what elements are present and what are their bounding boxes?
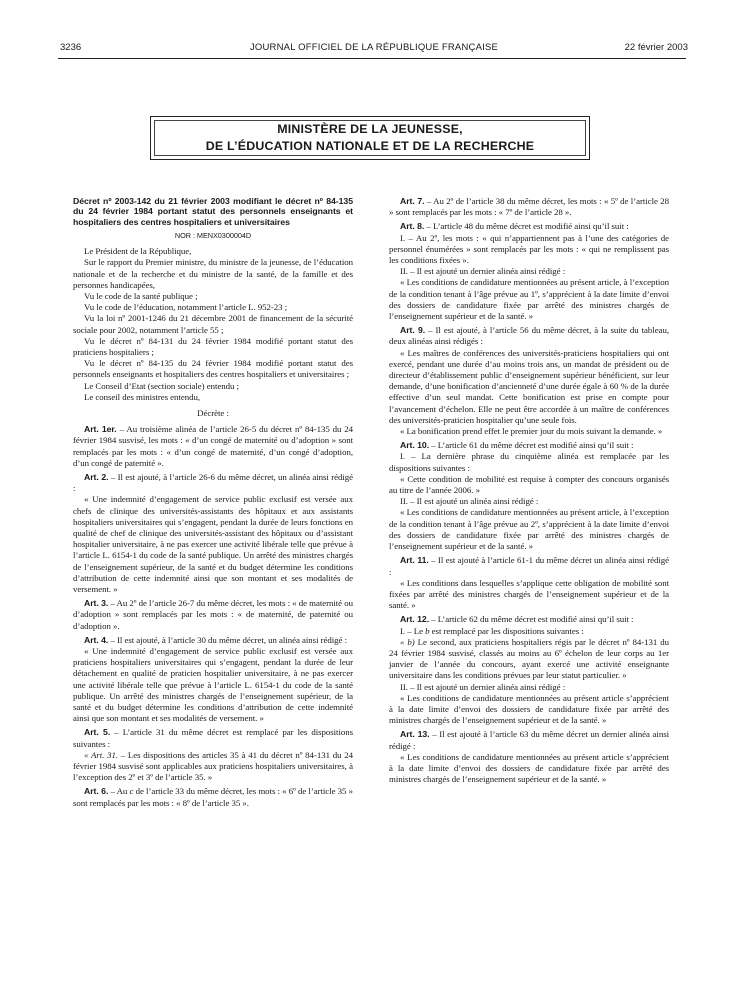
preamble-line: Vu le décret nº 84-131 du 24 février 1984 modifié portant statut des praticiens hospitaliers ; [73,335,353,357]
journal-title: JOURNAL OFFICIEL DE LA RÉPUBLIQUE FRANÇAISE [249,42,499,53]
article-label: Art. 6. [84,786,109,797]
article-quote: « Les conditions de candidature mentionnées au présent article s’apprécient à la date limite d’envoi des dossiers de candidature fixée par arrêté des ministres chargés de l’enseignement supérieur et de la santé. » [389,751,669,785]
preamble-line: Le Président de la République, [84,246,192,257]
article-label: Art. 4. [84,634,109,645]
ministry-line-1: MINISTÈRE DE LA JEUNESSE, [277,122,463,136]
article-1: Art. 1er. – Au troisième alinéa de l’article 26-5 du décret nº 84-135 du 24 février 1984 susvisé, les mots : « d’un congé de maternité ou d’adoption » sont remplacés par les mots : « d’un congé de maternité, d’un congé d’adoption, d’un congé de paternité ». [73,424,353,468]
preamble-line: Vu la loi nº 2001-1246 du 21 décembre 2001 de financement de la sécurité sociale pour 2002, notamment l’article 55 ; [73,313,353,335]
article-11: Art. 11. – Il est ajouté à l’article 61-1 du même décret un alinéa ainsi rédigé : [389,555,669,577]
article-5: Art. 5. – L’article 31 du même décret est remplacé par les dispositions suivantes : [73,727,353,749]
nor-reference: NOR : MENX0300004D [174,230,252,240]
issue-date: 22 février 2003 [624,42,688,53]
article-quote: « b) Le second, aux praticiens hospitaliers régis par le décret nº 84-131 du 24 février 1984 susvisé, classés au moins au 6º échelon de leur corps au 1er janvier de l’année du concours, ayant exercé une activité enseignante universitaire dans les conditions prévues par leur statut particulier. » [389,636,669,681]
article-label: Art. 8. [400,221,425,232]
article-4: Art. 4. – Il est ajouté, à l’article 30 du même décret, un alinéa ainsi rédigé : [84,634,348,645]
article-quote: « Cette condition de mobilité est requise à compter des concours organisés au titre de l’année 2006. » [389,473,669,496]
article-label: Art. 3. [84,598,109,609]
article-quote: « La bonification prend effet le premier jour du mois suivant la demande. » [400,426,663,437]
article-label: Art. 1er. [84,424,117,435]
article-quote: « Les conditions de candidature mentionnées au présent article s’apprécient à la date limite d’envoi des dossiers de candidature fixée par arrêté des ministres chargés de l’enseignement supérieur et de la santé. » [389,692,669,726]
article-12: Art. 12. – L’article 62 du même décret est modifié ainsi qu’il suit : [400,614,634,625]
article-2: Art. 2. – Il est ajouté, à l’article 26-6 du même décret, un alinéa ainsi rédigé : [73,471,353,494]
running-header [60,42,688,56]
preamble-line: Vu le code de l’éducation, notamment l’article L. 952-23 ; [84,302,288,313]
article-label: Art. 10. [400,440,430,451]
preamble-line: Vu le code de la santé publique ; [84,290,198,301]
article-label: Art. 7. [400,196,425,206]
article-6: Art. 6. – Au c de l’article 33 du même décret, les mots : « 6º de l’article 35 » sont remplacés par les mots : « 8º de l’article 35 ». [73,786,353,808]
article-9: Art. 9. – Il est ajouté, à l’article 56 du même décret, à la suite du tableau, deux alinéas ainsi rédigés : [389,325,669,347]
article-paragraph: II. – Il est ajouté un alinéa ainsi rédigé : [400,496,539,507]
article-quote: « Les conditions dans lesquelles s’applique cette obligation de mobilité sont fixées par arrêté des ministres chargés de l’enseignement supérieur et de la santé. » [389,577,669,611]
article-quote: « Une indemnité d’engagement de service public exclusif est versée aux chefs de clinique des universités-assistants des hôpitaux et aux assistants hospitaliers universitaires qui s’engagent, pendant la durée de leurs fonctions en qualité de chef de clinique des universités-assistant des hôpitaux ou d’assistant hospitalier universitaire, à ne pas exercer une activité libérale telle que prévue à l’article L. 6154-1 du code de la santé publique. Un arrêté des ministres chargés de l’enseignement supérieur, de la santé et du budget détermine les conditions d’attribution de cette indemnité ainsi que son montant et ses modalités de versement. » [73,494,353,594]
article-13: Art. 13. – Il est ajouté à l’article 63 du même décret un dernier alinéa ainsi rédigé : [389,729,669,751]
decrete-heading: Décrète : [197,407,229,418]
preamble-line: Vu le décret nº 84-135 du 24 février 1984 modifié portant statut des personnels enseignants et hospitaliers des centres hospitaliers et universitaires ; [73,358,353,380]
right-column [389,196,669,785]
preamble-line: Le Conseil d’Etat (section sociale) entendu ; [84,380,239,391]
preamble-line: Le conseil des ministres entendu, [84,391,200,402]
article-3: Art. 3. – Au 2º de l’article 26-7 du même décret, les mots : « de maternité ou d’adoption » sont remplacés par les mots : « de maternité, de paternité ou d’adoption ». [73,598,353,631]
article-paragraph: I. – La dernière phrase du cinquième alinéa est remplacée par les dispositions suivantes : [389,451,669,473]
article-paragraph: II. – Il est ajouté un dernier alinéa ainsi rédigé : [400,681,566,692]
article-10: Art. 10. – L’article 61 du même décret est modifié ainsi qu’il suit : [400,440,634,451]
article-paragraph: I. – Au 2º, les mots : « qui n’appartiennent pas à l’une des catégories de personnel énumérées » sont remplacés par les mots : « qui ne remplissent pas les conditions fixées ». [389,232,669,266]
ministry-line-2: DE L’ÉDUCATION NATIONALE ET DE LA RECHERCHE [205,139,535,153]
article-8: Art. 8. – L’article 48 du même décret est modifié ainsi qu’il suit : [400,221,629,232]
article-label: Art. 2. [84,471,109,482]
article-label: Art. 13. [400,729,430,740]
page-number: 3236 [60,42,82,53]
article-paragraph: I. – Le b est remplacé par les dispositions suivantes : [400,625,584,636]
article-label: Art. 12. [400,614,430,625]
article-label: Art. 11. [400,555,429,566]
article-label: Art. 5. [84,727,111,738]
article-paragraph: II. – Il est ajouté un dernier alinéa ainsi rédigé : [400,266,566,277]
article-quote: « Une indemnité d’engagement de service public exclusif est versée aux praticiens hospitaliers universitaires qui s’engagent, pendant la durée de leur détachement en qualité de praticien hospitalier universitaire, à ne pas exercer une activité libérale telle que prévue à l’article L. 6154-1 du code de la santé publique. Un arrêté des ministres chargés de l’enseignement supérieur, de la santé et du budget détermine les conditions d’attribution de cette indemnité ainsi que son montant et ses modalités de versement. » [73,646,353,724]
decree-title: Décret nº 2003-142 du 21 février 2003 modifiant le décret nº 84-135 du 24 février 1984 portant statut des personnels enseignants et hospitaliers des centres hospitaliers et universitaires [73,196,353,227]
article-label: Art. 9. [400,325,426,336]
article-quote: « Les conditions de candidature mentionnées au présent article, à l’exception de la condition tenant à l’âge prévue au 1º, s’apprécient à la date limite d’envoi des dossiers de candidature fixée par arrêté des ministres chargés de l’enseignement supérieur et de la santé. » [389,277,669,322]
article-quote: « Les maîtres de conférences des universités-praticiens hospitaliers qui ont exercé, pendant une durée d’au moins trois ans, un mandat de président ou de directeur d’établissement public d’enseignement supérieur bénéficient, sur leur demande, d’une bonification d’ancienneté d’une durée égale à 60 % de la durée effective d’un seul mandat. Cette bonification est prise en compte pour l’avancement d’échelon. Elle ne peut être accordée à un maître de conférences des universités-praticien hospitalier qu’une seule fois. [389,347,669,425]
article-7: Art. 7. – Au 2º de l’article 38 du même décret, les mots : « 5º de l’article 28 » sont remplacés par les mots : « 7º de l’article 28 ». [389,196,669,218]
preamble-line: Sur le rapport du Premier ministre, du ministre de la jeunesse, de l’éducation nationale et de la recherche et du ministre de la santé, de la famille et des personnes handicapées, [73,257,353,290]
article-quote: « Les conditions de candidature mentionnées au présent article, à l’exception de la condition tenant à l’âge prévue au 2º, s’apprécient à la date limite d’envoi des dossiers de candidature fixée par arrêté des ministres chargés de l’enseignement supérieur et de la santé. » [389,507,669,552]
left-column [73,196,353,809]
ministry-box [150,116,590,160]
header-rule [58,58,686,59]
article-quote: « Art. 31. – Les dispositions des articles 35 à 41 du décret nº 84-131 du 24 février 1984 susvisé sont applicables aux praticiens hospitaliers universitaires, à l’exception des 2º et 3º de l’article 35. » [73,749,353,783]
